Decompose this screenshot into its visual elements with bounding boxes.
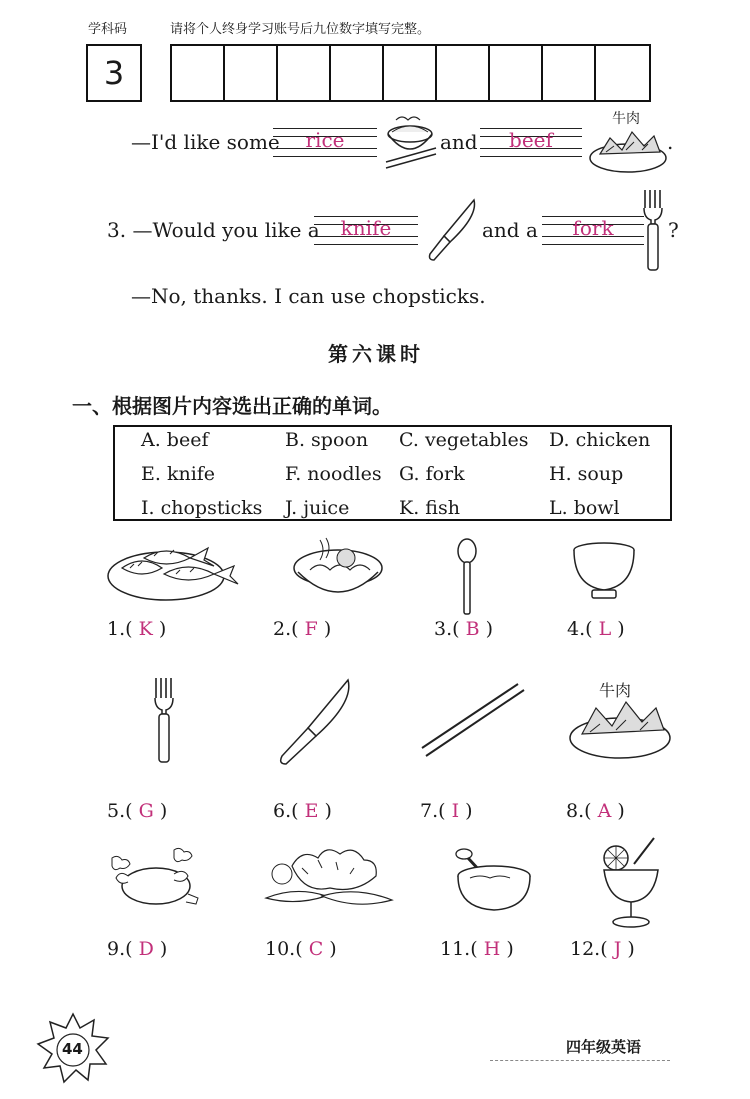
word-option: G. fork xyxy=(399,463,465,485)
dialogue-line-1-and: and xyxy=(440,130,478,154)
word-option: K. fish xyxy=(399,497,460,519)
section-title: 一、根据图片内容选出正确的单词。 xyxy=(72,394,392,418)
question-9: 9.( D ) xyxy=(107,938,168,960)
answer-beef: beef xyxy=(509,128,553,152)
answer-11: H xyxy=(483,938,501,960)
knife-icon xyxy=(424,196,480,266)
answer-knife: knife xyxy=(340,216,392,240)
word-option: L. bowl xyxy=(549,497,620,519)
question-3: 3.( B ) xyxy=(434,618,494,640)
answer-blank-beef[interactable] xyxy=(480,128,582,158)
digit-cell[interactable] xyxy=(225,46,278,100)
question-4: 4.( L ) xyxy=(567,618,625,640)
answer-12: J xyxy=(613,938,622,960)
digit-cell[interactable] xyxy=(543,46,596,100)
beef-picture-label: 牛肉 xyxy=(599,681,632,700)
word-option: F. noodles xyxy=(285,463,382,485)
rice-bowl-icon xyxy=(382,110,440,174)
dialogue-line-1-end: . xyxy=(667,130,674,154)
subject-code-label: 学科码 xyxy=(88,22,128,37)
knife-icon xyxy=(274,676,354,768)
vegetables-icon xyxy=(262,846,402,916)
beef-plate-icon xyxy=(566,696,674,764)
question-2: 2.( F ) xyxy=(273,618,332,640)
word-option: E. knife xyxy=(141,463,216,485)
answer-blank-fork[interactable] xyxy=(542,216,644,246)
word-option: C. vegetables xyxy=(399,429,529,451)
page-number: 44 xyxy=(62,1040,83,1058)
beef-dish-label: 牛肉 xyxy=(612,111,640,127)
digit-cell[interactable] xyxy=(172,46,225,100)
beef-dish-icon xyxy=(586,124,670,176)
spoon-icon xyxy=(454,538,480,618)
fish-plate-icon xyxy=(104,536,246,604)
digit-cell[interactable] xyxy=(278,46,331,100)
footer-grade-label: 四年级英语 xyxy=(566,1038,642,1056)
word-option: B. spoon xyxy=(285,429,369,451)
question-11: 11.( H ) xyxy=(440,938,514,960)
lesson-title: 第六课时 xyxy=(328,342,424,366)
noodles-bowl-icon xyxy=(290,536,386,604)
answer-1: K xyxy=(138,618,153,640)
answer-rice: rice xyxy=(305,128,345,152)
digit-cell[interactable] xyxy=(331,46,384,100)
digit-cell[interactable] xyxy=(596,46,649,100)
word-bank xyxy=(113,425,672,521)
question-8: 8.( A ) xyxy=(566,800,625,822)
word-option: J. juice xyxy=(285,497,350,519)
digit-cell[interactable] xyxy=(490,46,543,100)
question-12: 12.( J ) xyxy=(570,938,635,960)
answer-2: F xyxy=(304,618,318,640)
answer-8: A xyxy=(597,800,612,822)
answer-blank-knife[interactable] xyxy=(314,216,418,246)
subject-code-box: 3 xyxy=(86,44,142,102)
dialogue-line-2-end: ? xyxy=(668,218,679,242)
fork-icon xyxy=(640,188,666,274)
answer-10: C xyxy=(308,938,324,960)
chicken-icon xyxy=(104,846,204,910)
question-6: 6.( E ) xyxy=(273,800,332,822)
word-option: D. chicken xyxy=(549,429,651,451)
word-option: I. chopsticks xyxy=(141,497,263,519)
bowl-icon xyxy=(570,540,638,602)
answer-9: D xyxy=(138,938,154,960)
question-5: 5.( G ) xyxy=(107,800,168,822)
answer-7: I xyxy=(451,800,460,822)
answer-3: B xyxy=(465,618,480,640)
digit-cell[interactable] xyxy=(384,46,437,100)
answer-5: G xyxy=(138,800,154,822)
question-1: 1.( K ) xyxy=(107,618,167,640)
answer-blank-rice[interactable] xyxy=(273,128,377,158)
account-digit-boxes[interactable] xyxy=(170,44,651,102)
dialogue-line-2-prefix: 3. —Would you like a xyxy=(107,218,320,242)
word-option: H. soup xyxy=(549,463,624,485)
dialogue-line-3: —No, thanks. I can use chopsticks. xyxy=(131,284,486,308)
dialogue-line-2-and: and a xyxy=(482,218,538,242)
juice-glass-icon xyxy=(596,834,666,930)
question-7: 7.( I ) xyxy=(420,800,473,822)
word-option: A. beef xyxy=(141,429,209,451)
question-10: 10.( C ) xyxy=(265,938,337,960)
answer-6: E xyxy=(304,800,319,822)
soup-bowl-icon xyxy=(450,846,536,918)
account-instruction: 请将个人终身学习账号后九位数字填写完整。 xyxy=(170,22,431,37)
answer-fork: fork xyxy=(572,216,614,240)
answer-4: L xyxy=(598,618,612,640)
dialogue-line-1-prefix: —I'd like some xyxy=(131,130,280,154)
digit-cell[interactable] xyxy=(437,46,490,100)
chopsticks-icon xyxy=(418,680,528,758)
fork-icon xyxy=(150,676,178,766)
footer-divider xyxy=(490,1060,670,1061)
